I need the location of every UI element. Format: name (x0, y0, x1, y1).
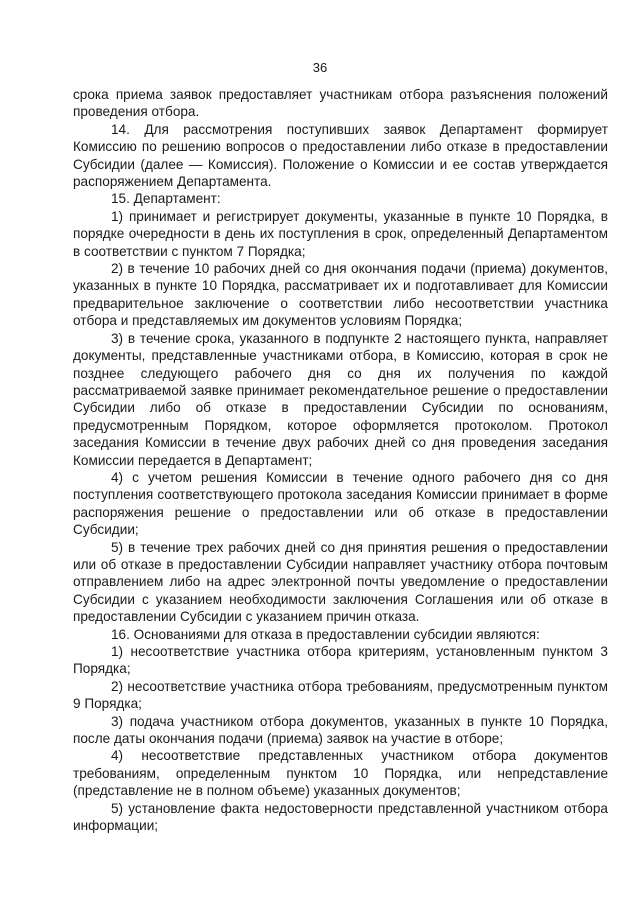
paragraph-14: 14. Для рассмотрения поступивших заявок Департамент формирует Комиссию по решению вопросов о предоставлении либо отказе в предоставлении Субсидии (далее — Комиссия). Положение о Комиссии и ее состав утверждается распоряжением Департамента. (73, 121, 608, 190)
paragraph-15-item-3: 3) в течение срока, указанного в подпункте 2 настоящего пункта, направляет документы, представленные участниками отбора, в Комиссию, которая в срок не позднее следующего рабочего дня со дня их получения по каждой рассматриваемой заявке принимает рекомендательное решение о предоставлении Субсидии либо об отказе в предоставлении Субсидии по основаниям, предусмотренным Порядком, которое оформляется протоколом. Протокол заседания Комиссии в течение двух рабочих дней со дня проведения заседания Комиссии передается в Департамент; (73, 330, 608, 468)
paragraph-16-item-5: 5) установление факта недостоверности представленной участником отбора информации; (73, 800, 608, 834)
page-number: 36 (312, 60, 328, 75)
paragraph-16-heading: 16. Основаниями для отказа в предоставлении субсидии являются: (111, 626, 540, 642)
paragraph-15-item-4: 4) с учетом решения Комиссии в течение одного рабочего дня со дня поступления соответствующего протокола заседания Комиссии принимает в форме распоряжения решение о предоставлении или об отказе в предоставлении Субсидии; (73, 469, 608, 538)
paragraph-15-item-5: 5) в течение трех рабочих дней со дня принятия решения о предоставлении или об отказе в предоставлении Субсидии направляет участнику отбора почтовым отправлением либо на адрес электронной почты уведомление о предоставлении Субсидии с указанием необходимости заключения Соглашения или об отказе в предоставлении Субсидии с указанием причин отказа. (73, 539, 608, 625)
paragraph-16-item-4: 4) несоответствие представленных участником отбора документов требованиям, определенным пунктом 10 Порядка, или непредставление (представление не в полном объеме) указанных документов; (73, 748, 608, 799)
paragraph-15-heading: 15. Департамент: (111, 191, 221, 207)
paragraph-15-item-1: 1) принимает и регистрирует документы, указанные в пункте 10 Порядка, в порядке очередности в день их поступления в срок, определенный Департаментом в соответствии с пунктом 7 Порядка; (73, 208, 608, 259)
paragraph-16-item-3: 3) подача участником отбора документов, указанных в пункте 10 Порядка, после даты окончания подачи (приема) заявок на участие в отборе; (73, 713, 608, 747)
paragraph-16-item-1: 1) несоответствие участника отбора критериям, установленным пунктом 3 Порядка; (73, 644, 608, 677)
paragraph-15-item-2: 2) в течение 10 рабочих дней со дня окончания подачи (приема) документов, указанных в пункте 10 Порядка, рассматривает их и подготавливает для Комиссии предварительное заключение о соответствии либо несоответствии участника отбора и представляемых им документов условиям Порядка; (73, 261, 608, 329)
paragraph-16-item-2: 2) несоответствие участника отбора требованиям, предусмотренным пунктом 9 Порядка; (73, 678, 608, 712)
document-body (73, 86, 608, 834)
paragraph-continuation: срока приема заявок предоставляет участникам отбора разъяснения положений проведения отбора. (73, 87, 608, 120)
